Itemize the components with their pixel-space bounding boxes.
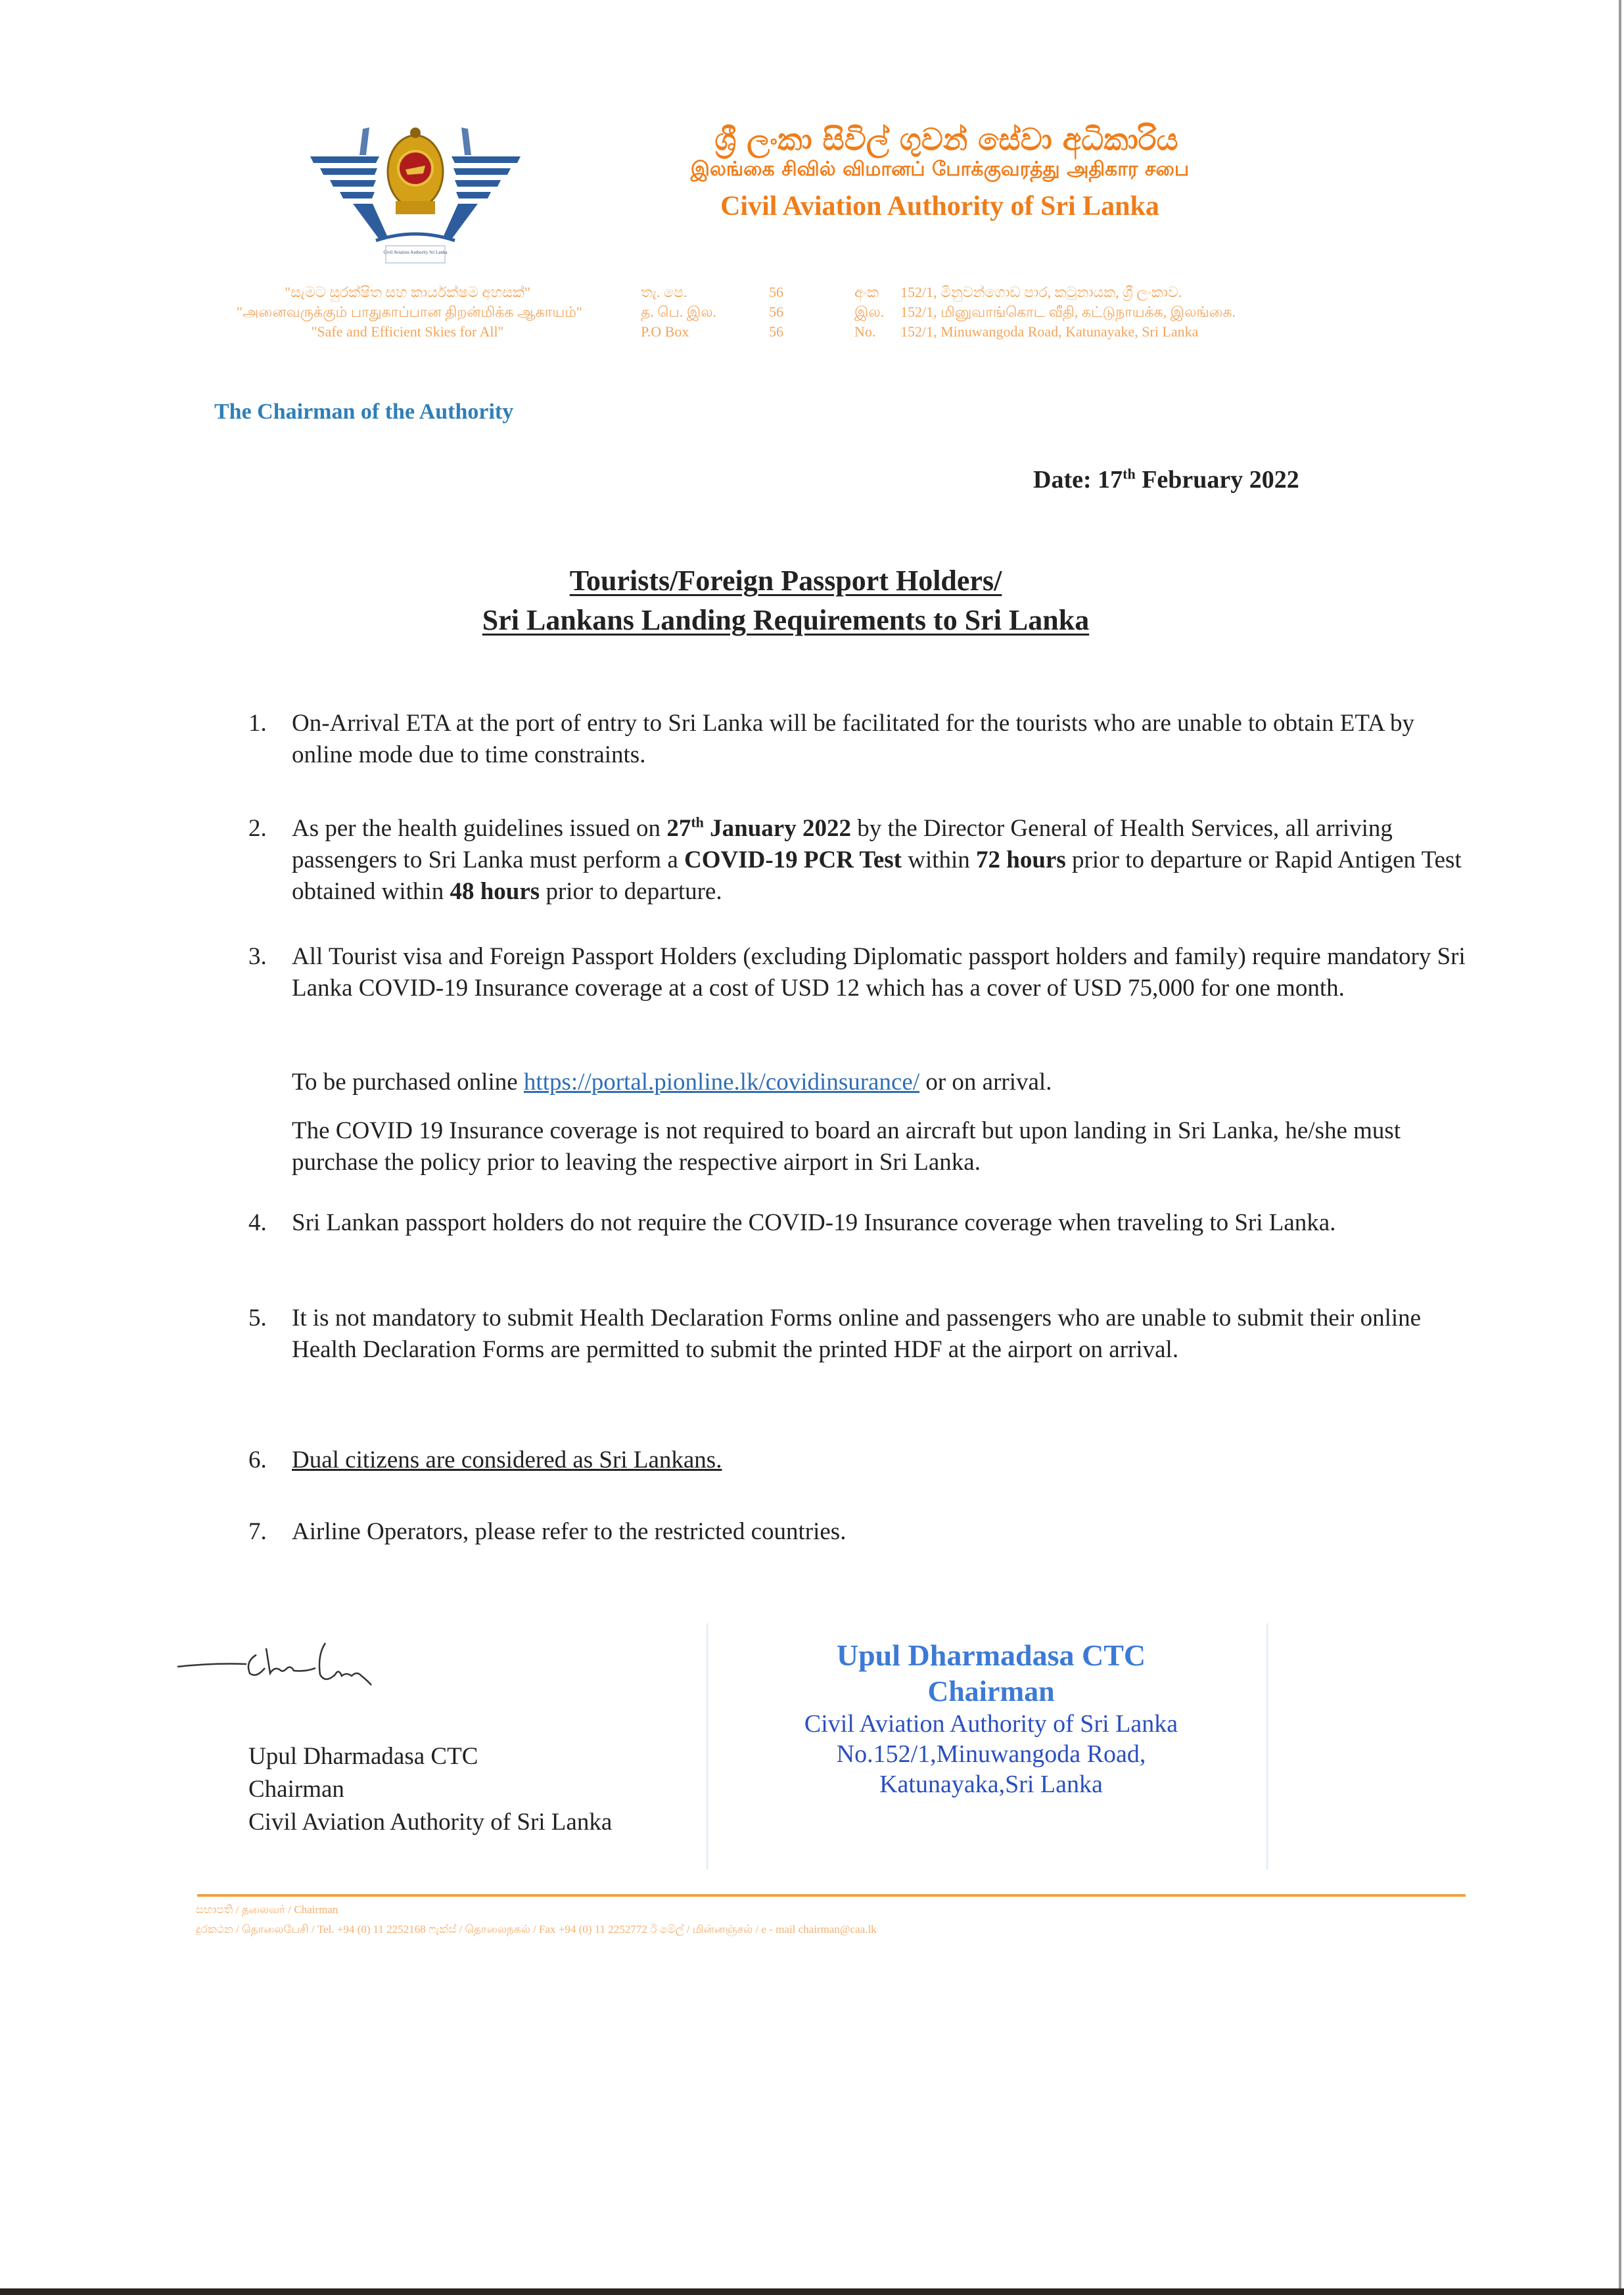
list-item xyxy=(248,1516,1477,1548)
sri-lanka-emblem-icon xyxy=(388,128,443,214)
pobox-number: 56 xyxy=(769,304,783,320)
address-english: 152/1, Minuwangoda Road, Katunayake, Sri Lanka xyxy=(900,323,1199,340)
list-item xyxy=(248,1207,1477,1239)
footer-contact: දුරකථන / தொலைபேசி / Tel. +94 (0) 11 2252168 ෆැක්ස් / தொலைநகல் / Fax +94 (0) 11 2252772 ඊ මේල් / மின்னஞ்சல் / e - mail chairman@caa.lk xyxy=(196,1923,877,1936)
letterhead-sinhala-name: ශ්‍රී ලංකා සිවිල් ගුවන් සේවා අධිකාරිය xyxy=(714,122,1178,157)
insurance-portal-link[interactable]: https://portal.pionline.lk/covidinsurance/ xyxy=(523,1069,920,1096)
sender-title: The Chairman of the Authority xyxy=(214,400,514,424)
date-day: Date: 17 xyxy=(1033,466,1123,494)
page-edge-bottom xyxy=(0,2288,1624,2295)
date-ordinal: th xyxy=(1123,465,1136,482)
item-number: 6. xyxy=(248,1447,267,1473)
caa-logo xyxy=(304,116,527,267)
item-number: 3. xyxy=(248,943,267,970)
page-edge-right xyxy=(1619,0,1621,2295)
document-title-line-2: Sri Lankans Landing Requirements to Sri Lanka xyxy=(482,604,1090,636)
address-label: No. xyxy=(854,323,876,340)
stamp-name: Upul Dharmadasa CTC xyxy=(836,1638,1146,1672)
signatory-org: Civil Aviation Authority of Sri Lanka xyxy=(248,1809,613,1836)
wing-right-icon xyxy=(443,128,521,239)
footer-title: සභාපති / தலைவர் / Chairman xyxy=(196,1903,338,1916)
list-item xyxy=(248,1445,1477,1476)
item-number: 4. xyxy=(248,1209,267,1236)
letter-date xyxy=(1033,465,1299,494)
item-number: 7. xyxy=(248,1518,267,1545)
official-stamp xyxy=(708,1636,1274,1860)
item-number: 5. xyxy=(248,1305,267,1332)
item-text: On-Arrival ETA at the port of entry to Sri Lanka will be facilitated for the tourists who are unable to obtain ETA by online mode due to time constraints. xyxy=(292,710,1414,768)
stamp-org: Civil Aviation Authority of Sri Lanka xyxy=(804,1710,1178,1738)
letterhead-tamil-name: இலங்கை சிவில் விமானப் போக்குவரத்து அதிகார சபை xyxy=(690,158,1190,181)
item-text: Dual citizens are considered as Sri Lankans. xyxy=(292,1447,722,1473)
pobox-label: P.O Box xyxy=(641,323,689,340)
pobox-number: 56 xyxy=(769,284,783,300)
footer-divider xyxy=(197,1894,1466,1897)
item-number: 2. xyxy=(248,815,267,842)
insurance-note: The COVID 19 Insurance coverage is not required to board an aircraft but upon landing in Sri Lanka, he/she must purchase the policy prior to leaving the respective airport in Sri Lanka. xyxy=(292,1117,1401,1176)
item-text: It is not mandatory to submit Health Declaration Forms online and passengers who are unable to submit their online Health Declaration Forms are permitted to submit the printed HDF at the airport on arrival. xyxy=(292,1305,1422,1363)
stamp-address-line-2: Katunayaka,Sri Lanka xyxy=(879,1771,1103,1798)
pobox-label: තැ. පෙ. xyxy=(641,284,687,300)
purchase-info: To be purchased online https://portal.pionline.lk/covidinsurance/ or on arrival. xyxy=(292,1069,1052,1096)
signatory-block xyxy=(248,1740,612,1839)
address-label: අංක xyxy=(854,284,879,300)
list-item xyxy=(248,941,1477,1004)
signatory-role: Chairman xyxy=(248,1776,344,1803)
stamp-role: Chairman xyxy=(927,1675,1055,1707)
item-text: As per the health guidelines issued on 27th January 2022 by the Director General of Health Services, all arriving passengers to Sri Lanka must perform a COVID-19 PCR Test within 72 hours prior to departure or Rapid Antigen Test obtained within 48 hours prior to departure. xyxy=(292,814,1462,905)
wing-left-icon xyxy=(310,128,388,239)
document-title-line-1: Tourists/Foreign Passport Holders/ xyxy=(569,565,1002,597)
list-item xyxy=(248,708,1477,771)
date-month-year: February 2022 xyxy=(1135,466,1299,494)
tagline-english: "Safe and Efficient Skies for All" xyxy=(311,323,504,340)
svg-text:Civil Aviation Authority Sri L: Civil Aviation Authority Sri Lanka xyxy=(383,250,448,255)
tagline-sinhala: "සැමට සුරක්ෂිත සහ කාර්යක්ෂම අහසක්" xyxy=(285,284,530,300)
pobox-label: த. பெ. இல. xyxy=(641,304,716,320)
item-text: Airline Operators, please refer to the restricted countries. xyxy=(292,1518,847,1545)
item-text: All Tourist visa and Foreign Passport Holders (excluding Diplomatic passport holders and family) require mandatory Sri Lanka COVID-19 Insurance coverage at a cost of USD 12 which has a cover of USD 75,000 for one month. xyxy=(292,943,1466,1002)
item-number: 1. xyxy=(248,710,267,737)
letterhead-english-name: Civil Aviation Authority of Sri Lanka xyxy=(720,191,1159,221)
tagline-tamil: "அனைவருக்கும் பாதுகாப்பான திறன்மிக்க ஆகாயம்" xyxy=(237,304,582,320)
handwritten-signature xyxy=(174,1635,503,1694)
stamp-address-line-1: No.152/1,Minuwangoda Road, xyxy=(836,1740,1146,1768)
address-label: இல. xyxy=(854,304,885,320)
list-item xyxy=(248,813,1477,908)
item-text: Sri Lankan passport holders do not require the COVID-19 Insurance coverage when traveling to Sri Lanka. xyxy=(292,1209,1336,1236)
list-item xyxy=(248,1303,1477,1366)
address-tamil: 152/1, மினுவாங்கொட வீதி, கட்டுநாயக்க, இலங்கை. xyxy=(900,304,1236,320)
pobox-number: 56 xyxy=(769,323,783,340)
address-sinhala: 152/1, මිනුවන්ගොඩ පාර, කටුනායක, ශ්‍රී ලංකාව. xyxy=(900,284,1182,300)
signatory-name: Upul Dharmadasa CTC xyxy=(248,1743,478,1770)
